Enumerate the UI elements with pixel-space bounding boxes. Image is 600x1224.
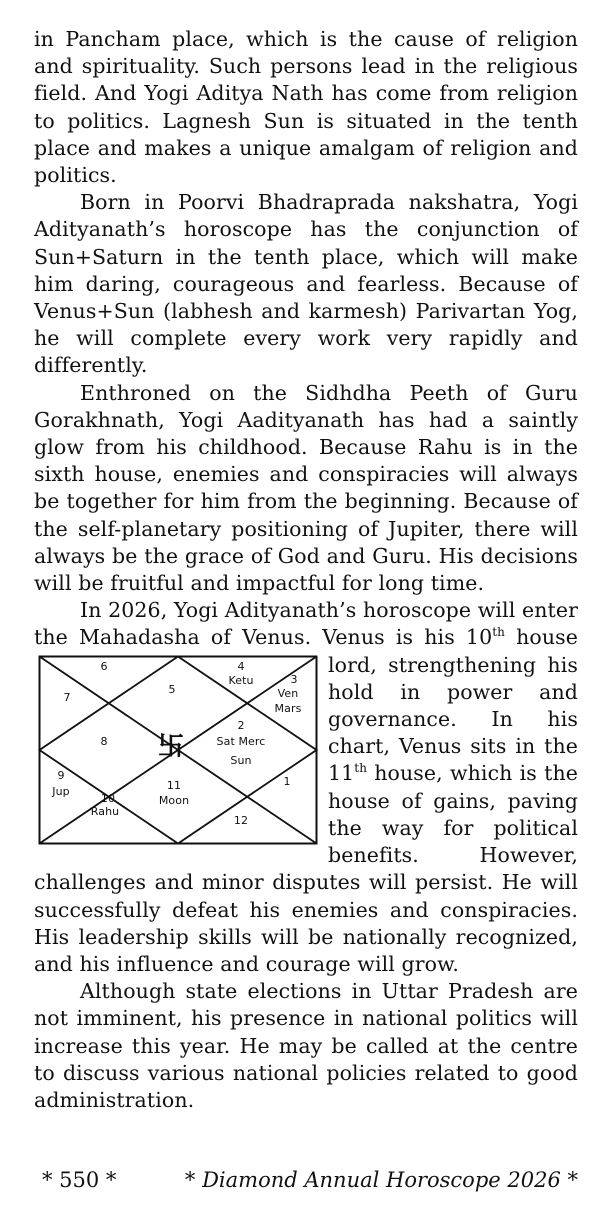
paragraph-2: Born in Poorvi Bhadraprada nakshatra, Yogi Adityanath’s horoscope has the conjunction of Sun+Saturn in the tenth place, which will make him daring, courageous and fearless. Because of Venus+Sun (labhesh and karmesh) Parivartan Yog, he will complete every work very rapidly and differently. [34, 190, 578, 378]
page-body [34, 26, 578, 1114]
planet-rahu: Rahu [90, 804, 120, 818]
horoscope-chart-svg [38, 655, 318, 845]
house-9-number: 9 [57, 768, 65, 782]
paragraph-1: in Pancham place, which is the cause of religion and spirituality. Such persons lead in the religious field. And Yogi Aditya Nath has come from religion to politics. Lagnesh Sun is situated in the tenth place and makes a unique amalgam of religion and politics. [34, 27, 578, 188]
paragraph-5: Although state elections in Uttar Pradesh are not imminent, his presence in national politics will increase this year. He may be called at the centre to discuss various national policies related to good administration. [34, 979, 578, 1112]
house-1-number: 1 [283, 774, 291, 788]
house-5-number: 5 [168, 682, 176, 696]
house-7-number: 7 [63, 690, 71, 704]
planet-ketu: Ketu [228, 673, 254, 687]
planet-jup: Jup [52, 784, 70, 798]
swastika-icon: 卐 [157, 731, 185, 762]
house-11-number: 11 [166, 778, 182, 792]
paragraph-4-rest: house, which is the house of gains, paving the way for political benefits. However, challenges and minor disputes will persist. He will successfully defeat his enemies and conspiracies. His leadership skills will be nationally recognized, and his influence and courage will grow. [34, 761, 578, 976]
planet-sat-merc: Sat Merc [216, 734, 266, 748]
paragraph-3: Enthroned on the Sidhdha Peeth of Guru Gorakhnath, Yogi Aadityanath has had a saintly glow from his childhood. Because Rahu is in the sixth house, enemies and conspiracies will always be together for him from the beginning. Because of the self-planetary positioning of Jupiter, there will always be the grace of God and Guru. His decisions will be fruitful and impactful for long time. [34, 380, 578, 596]
page-footer [0, 1168, 600, 1198]
house-10-number: 10 [100, 791, 116, 805]
house-12-number: 12 [233, 813, 249, 827]
house-3-number: 3 [290, 672, 298, 686]
planet-mars: Mars [274, 701, 302, 715]
house-4-number: 4 [237, 659, 245, 673]
planet-ven: Ven [277, 686, 299, 700]
ordinal-suffix: th [354, 761, 368, 776]
paragraph-4-middle: house lord, strengthening his hold in power and governance. In his chart, Venus sits in the 11 [328, 625, 578, 786]
house-6-number: 6 [100, 659, 108, 673]
ordinal-suffix: th [492, 625, 505, 640]
paragraph-4 [34, 597, 578, 978]
planet-moon: Moon [158, 793, 190, 807]
horoscope-chart [38, 655, 318, 845]
house-2-number: 2 [237, 718, 245, 732]
book-title: * Diamond Annual Horoscope 2026 * [184, 1168, 578, 1192]
house-8-number: 8 [100, 734, 108, 748]
paragraph-4-intro: In 2026, Yogi Adityanath’s horoscope will enter the Mahadasha of Venus. Venus is his 10 [34, 598, 578, 650]
page-number: * 550 * [42, 1168, 117, 1192]
planet-sun: Sun [230, 753, 252, 767]
